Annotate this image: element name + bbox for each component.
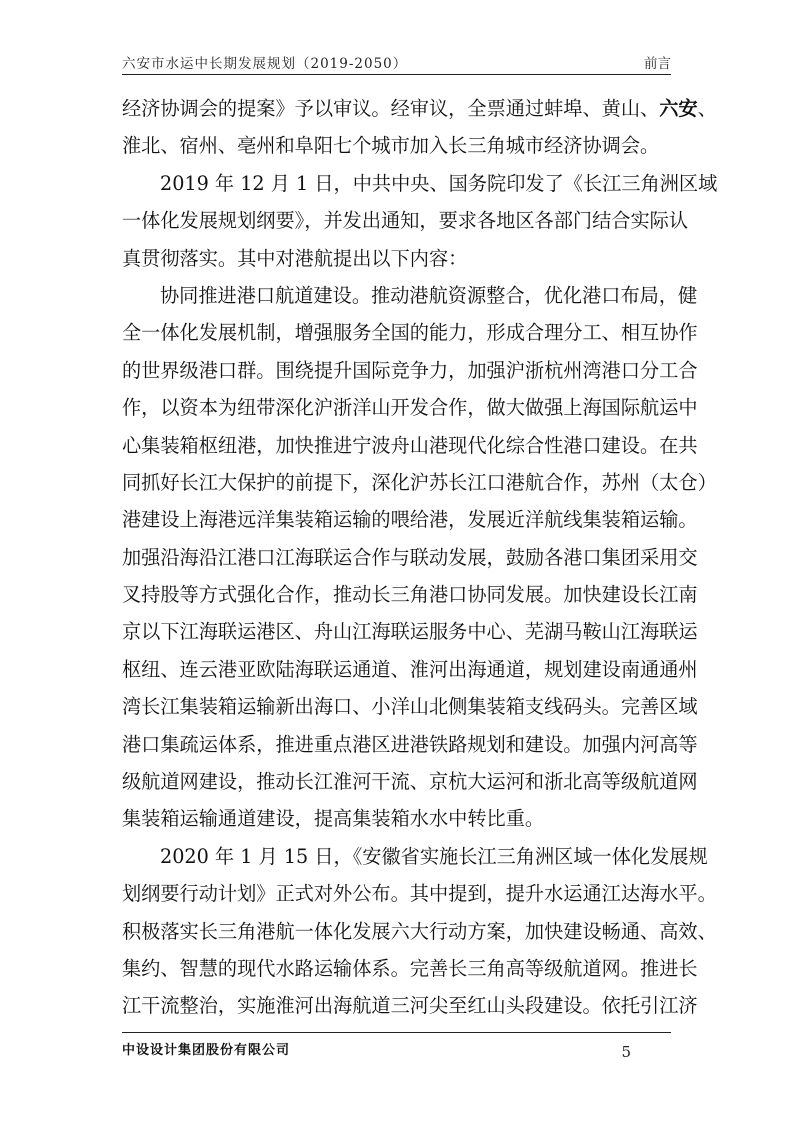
text-line: 港口集疏运体系，推进重点港区进港铁路规划和建设。加强内河高等: [122, 732, 698, 756]
text-line: 同抓好长江大保护的前提下，深化沪苏长江口港航合作，苏州（太仓）: [122, 470, 717, 494]
section-name: 前言: [644, 56, 671, 72]
page-header: [122, 52, 671, 75]
text-line: 一体化发展规划纲要》，并发出通知，要求各地区各部门结合实际认: [122, 209, 689, 233]
text-line: 江干流整治，实施淮河出海航道三河尖至红山头段建设。依托引江济: [122, 994, 698, 1018]
text-line: 心集装箱枢纽港，加快推进宁波舟山港现代化综合性港口建设。在共: [122, 433, 698, 457]
paragraph-first-line: 协同推进港口航道建设。推动港航资源整合，优化港口布局，健: [160, 283, 698, 307]
text-line: 的世界级港口群。围绕提升国际竞争力，加强沪浙杭州湾港口分工合: [122, 358, 698, 382]
text-line: 加强沿海沿江港口江海联运合作与联动发展，鼓励各港口集团采用交: [122, 545, 698, 569]
text-line: 经济协调会的提案》予以审议。经审议，全票通过蚌埠、黄山、六安、: [122, 97, 717, 120]
document-title: 六安市水运中长期发展规划（2019-2050）: [122, 56, 408, 72]
text-line: 划纲要行动计划》正式对外公布。其中提到，提升水运通江达海水平。: [122, 882, 717, 906]
text-line: 集约、智慧的现代水路运输体系。完善长三角高等级航道网。推进长: [122, 956, 698, 980]
text-line: 湾长江集装箱运输新出海口、小洋山北侧集装箱支线码头。完善区域: [122, 695, 698, 719]
paragraph-first-line: 2020 年 1 月 15 日，《安徽省实施长江三角洲区域一体化发展规: [160, 844, 708, 868]
text-line: 枢纽、连云港亚欧陆海联运通道、淮河出海通道，规划建设南通通州: [122, 657, 698, 681]
text-line: 集装箱运输通道建设，提高集装箱水水中转比重。: [122, 807, 545, 831]
text-line: 淮北、宿州、亳州和阜阳七个城市加入长三角城市经济协调会。: [122, 134, 660, 158]
text-line: 真贯彻落实。其中对港航提出以下内容：: [122, 246, 468, 270]
text-line: 积极落实长三角港航一体化发展六大行动方案，加快建设畅通、高效、: [122, 919, 717, 943]
text-line: 全一体化发展机制，增强服务全国的能力，形成合理分工、相互协作: [122, 321, 698, 345]
page-footer: [122, 1032, 671, 1063]
text-line: 作，以资本为纽带深化沪浙洋山开发合作，做大做强上海国际航运中: [122, 396, 698, 420]
text-line: 港建设上海港远洋集装箱运输的喂给港，发展近洋航线集装箱运输。: [122, 508, 698, 532]
text-line: 叉持股等方式强化合作，推动长三角港口协同发展。加快建设长江南: [122, 583, 698, 607]
company-name: 中设设计集团股份有限公司: [122, 1043, 291, 1058]
text-line: 京以下江海联运港区、舟山江海联运服务中心、芜湖马鞍山江海联运: [122, 620, 698, 644]
body-text: [122, 90, 718, 1025]
page-number: 5: [621, 1043, 631, 1061]
highlighted-city: 六安: [659, 97, 698, 120]
paragraph-first-line: 2019 年 12 月 1 日，中共中央、国务院印发了《长江三角洲区域: [160, 171, 718, 195]
text-line: 级航道网建设，推动长江淮河干流、京杭大运河和浙北高等级航道网: [122, 770, 698, 794]
